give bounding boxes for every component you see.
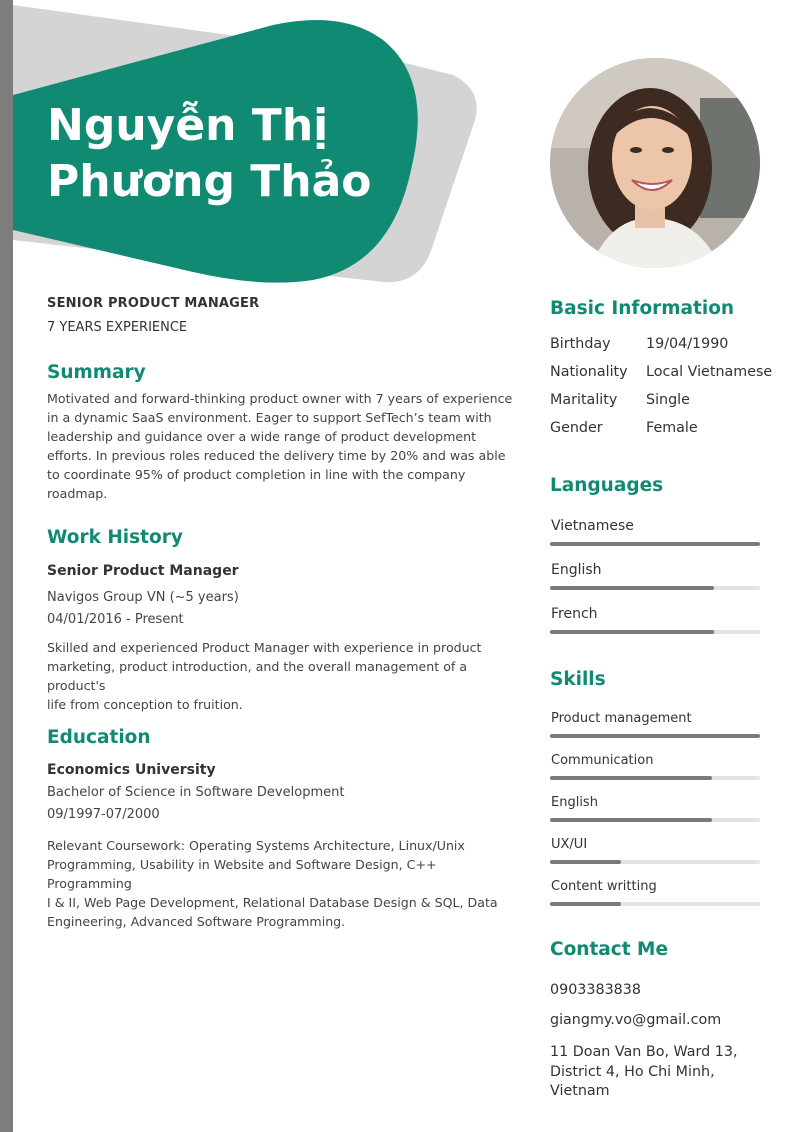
info-value-nationality: Local Vietnamese <box>646 364 773 380</box>
info-label-birthday: Birthday <box>550 336 611 352</box>
skill-bar-track <box>550 734 760 738</box>
language-bar-track <box>550 630 760 634</box>
skill-bar-fill <box>550 860 621 864</box>
education-line: Programming, Usability in Website and Software Design, C++ Programming <box>47 857 437 891</box>
skill-bar-fill <box>550 902 621 906</box>
skill-bar-track <box>550 776 760 780</box>
education-line: I & II, Web Page Development, Relational Database Design & SQL, Data <box>47 895 498 910</box>
summary-line: in a dynamic SaaS environment. Eager to support SefTech’s team with <box>47 410 492 425</box>
contact-email: giangmy.vo@gmail.com <box>550 1012 722 1028</box>
skill-label: Content writting <box>551 879 657 894</box>
language-bar-track <box>550 586 760 590</box>
work-history-heading: Work History <box>47 527 183 548</box>
profile-photo <box>550 58 760 268</box>
work-line: marketing, product introduction, and the overall management of a product's <box>47 659 468 693</box>
work-job-title: Senior Product Manager <box>47 563 239 579</box>
address-line: Vietnam <box>550 1083 610 1099</box>
experience-years: 7 YEARS EXPERIENCE <box>47 320 188 335</box>
skill-label: Product management <box>551 711 692 726</box>
skill-bar-track <box>550 902 760 906</box>
language-label: English <box>551 562 602 578</box>
skill-label: Communication <box>551 753 654 768</box>
summary-line: leadership and guidance over a wide range of product development <box>47 429 477 444</box>
education-line: Engineering, Advanced Software Programming. <box>47 914 346 929</box>
info-value-maritality: Single <box>646 392 690 408</box>
language-label: Vietnamese <box>551 518 634 534</box>
info-label-maritality: Maritality <box>550 392 618 408</box>
info-value-gender: Female <box>646 420 698 436</box>
language-label: French <box>551 606 598 622</box>
skill-label: UX/UI <box>551 837 588 852</box>
education-school: Economics University <box>47 762 216 778</box>
contact-phone: 0903383838 <box>550 982 641 998</box>
language-bar-fill <box>550 630 714 634</box>
summary-line: to coordinate 95% of product completion in line with the company <box>47 467 466 482</box>
work-company: Navigos Group VN (~5 years) <box>47 590 239 605</box>
skills-heading: Skills <box>550 669 606 690</box>
education-dates: 09/1997-07/2000 <box>47 807 160 822</box>
work-dates: 04/01/2016 - Present <box>47 612 184 627</box>
language-bar-fill <box>550 542 760 546</box>
skill-bar-fill <box>550 776 712 780</box>
work-line: life from conception to fruition. <box>47 697 243 712</box>
skill-bar-track <box>550 818 760 822</box>
work-description <box>47 638 517 714</box>
summary-heading: Summary <box>47 362 146 383</box>
name-line-1: Nguyễn Thị <box>47 100 329 151</box>
address-line: 11 Doan Van Bo, Ward 13, <box>550 1044 738 1060</box>
education-description <box>47 836 517 931</box>
skill-bar-fill <box>550 818 712 822</box>
contact-address <box>550 1043 738 1102</box>
address-line: District 4, Ho Chi Minh, <box>550 1063 715 1080</box>
summary-line: Motivated and forward-thinking product owner with 7 years of experience <box>47 391 513 406</box>
education-heading: Education <box>47 727 151 748</box>
skill-label: English <box>551 795 598 810</box>
education-degree: Bachelor of Science in Software Development <box>47 785 345 800</box>
info-value-birthday: 19/04/1990 <box>646 336 729 352</box>
basic-info-heading: Basic Information <box>550 298 735 319</box>
left-accent-bar <box>0 0 13 1132</box>
language-bar-track <box>550 542 760 546</box>
skill-bar-track <box>550 860 760 864</box>
skill-bar-fill <box>550 734 760 738</box>
name-line-2: Phương Thảo <box>47 156 372 207</box>
languages-heading: Languages <box>550 475 664 496</box>
language-bar-fill <box>550 586 714 590</box>
contact-heading: Contact Me <box>550 939 668 960</box>
job-role: SENIOR PRODUCT MANAGER <box>47 296 260 311</box>
education-line: Relevant Coursework: Operating Systems Architecture, Linux/Unix <box>47 838 465 853</box>
candidate-name <box>47 98 407 210</box>
summary-line: roadmap. <box>47 486 108 501</box>
work-line: Skilled and experienced Product Manager with experience in product <box>47 640 482 655</box>
summary-line: efforts. In previous roles reduced the delivery time by 20% and was able <box>47 448 506 463</box>
info-label-gender: Gender <box>550 420 603 436</box>
summary-text <box>47 389 517 503</box>
info-label-nationality: Nationality <box>550 364 628 380</box>
